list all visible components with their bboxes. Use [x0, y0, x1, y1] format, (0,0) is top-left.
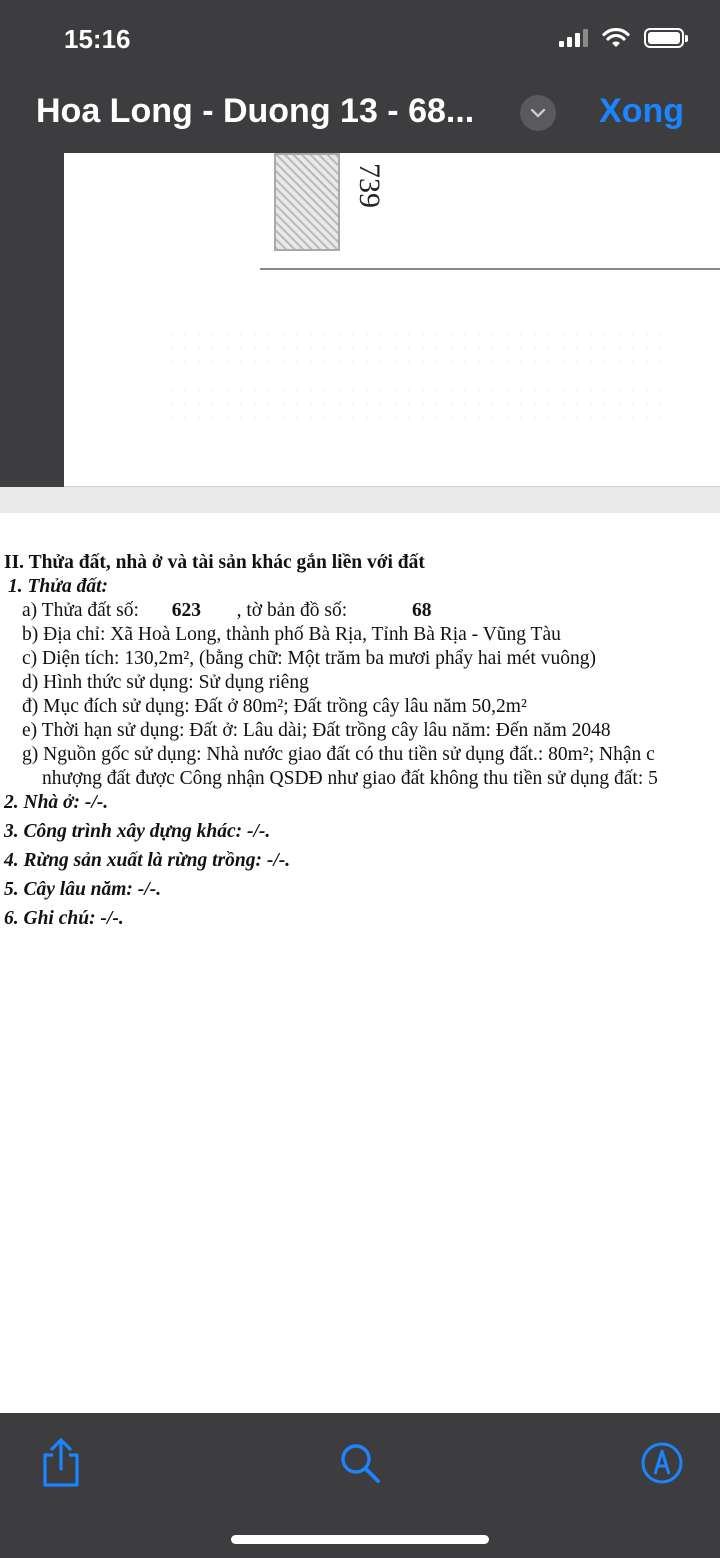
- document-text: [4, 551, 658, 936]
- document-page-previous: [64, 153, 720, 487]
- parcel-number: 623: [171, 600, 202, 621]
- rotated-number: 739: [353, 163, 386, 208]
- markup-button[interactable]: [636, 1437, 688, 1489]
- usage-term-line: e) Thời hạn sử dụng: Đất ở: Lâu dài; Đất trồng cây lâu năm: Đến năm 2048: [22, 720, 611, 741]
- search-button[interactable]: [334, 1437, 386, 1489]
- battery-icon: [644, 28, 684, 48]
- usage-form-line: d) Hình thức sử dụng: Sử dụng riêng: [22, 672, 309, 693]
- divider: [260, 268, 720, 270]
- parcel-line: [4, 599, 658, 623]
- cellular-signal-icon: [559, 29, 588, 47]
- share-button[interactable]: [35, 1437, 87, 1489]
- house-item: 2. Nhà ở: -/-.: [4, 792, 109, 813]
- background-pattern: [164, 313, 664, 433]
- construction-item: 3. Công trình xây dựng khác: -/-.: [4, 821, 271, 842]
- page-gap: [0, 487, 720, 513]
- section-heading: II. Thửa đất, nhà ở và tài sản khác gắn liền với đất: [4, 552, 425, 573]
- area-line: c) Diện tích: 130,2m², (bằng chữ: Một trăm ba mươi phẩy hai mét vuông): [22, 648, 596, 669]
- note-item: 6. Ghi chú: -/-.: [4, 908, 124, 929]
- map-number: 68: [412, 600, 432, 621]
- done-button[interactable]: Xong: [599, 92, 684, 130]
- document-page-current: [0, 513, 720, 1413]
- chevron-down-icon: [529, 107, 547, 119]
- land-heading: 1. Thửa đất:: [8, 576, 108, 597]
- perennial-item: 5. Cây lâu năm: -/-.: [4, 879, 162, 900]
- search-icon: [334, 1437, 386, 1489]
- parcel-label: a) Thửa đất số:: [22, 600, 139, 621]
- wifi-icon: [602, 28, 630, 48]
- top-bar: [0, 0, 720, 153]
- origin-line-2: nhượng đất được Công nhận QSDĐ như giao đất không thu tiền sử dụng đất: 5: [42, 768, 658, 789]
- decorative-border: [274, 153, 340, 251]
- status-icons: [559, 28, 684, 48]
- address-line: b) Địa chỉ: Xã Hoà Long, thành phố Bà Rịa, Tỉnh Bà Rịa - Vũng Tàu: [22, 624, 561, 645]
- forest-item: 4. Rừng sản xuất là rừng trồng: -/-.: [4, 850, 291, 871]
- markup-icon: [636, 1437, 688, 1489]
- usage-purpose-line: đ) Mục đích sử dụng: Đất ở 80m²; Đất trồng cây lâu năm 50,2m²: [22, 696, 527, 717]
- title-menu-button[interactable]: [520, 95, 556, 131]
- home-indicator[interactable]: [231, 1535, 489, 1544]
- origin-line-1: g) Nguồn gốc sử dụng: Nhà nước giao đất có thu tiền sử dụng đất.: 80m²; Nhận c: [22, 744, 655, 765]
- share-icon: [35, 1437, 87, 1489]
- map-label: , tờ bản đồ số:: [236, 600, 348, 621]
- document-title[interactable]: Hoa Long - Duong 13 - 68...: [36, 92, 475, 130]
- status-time: 15:16: [64, 24, 131, 54]
